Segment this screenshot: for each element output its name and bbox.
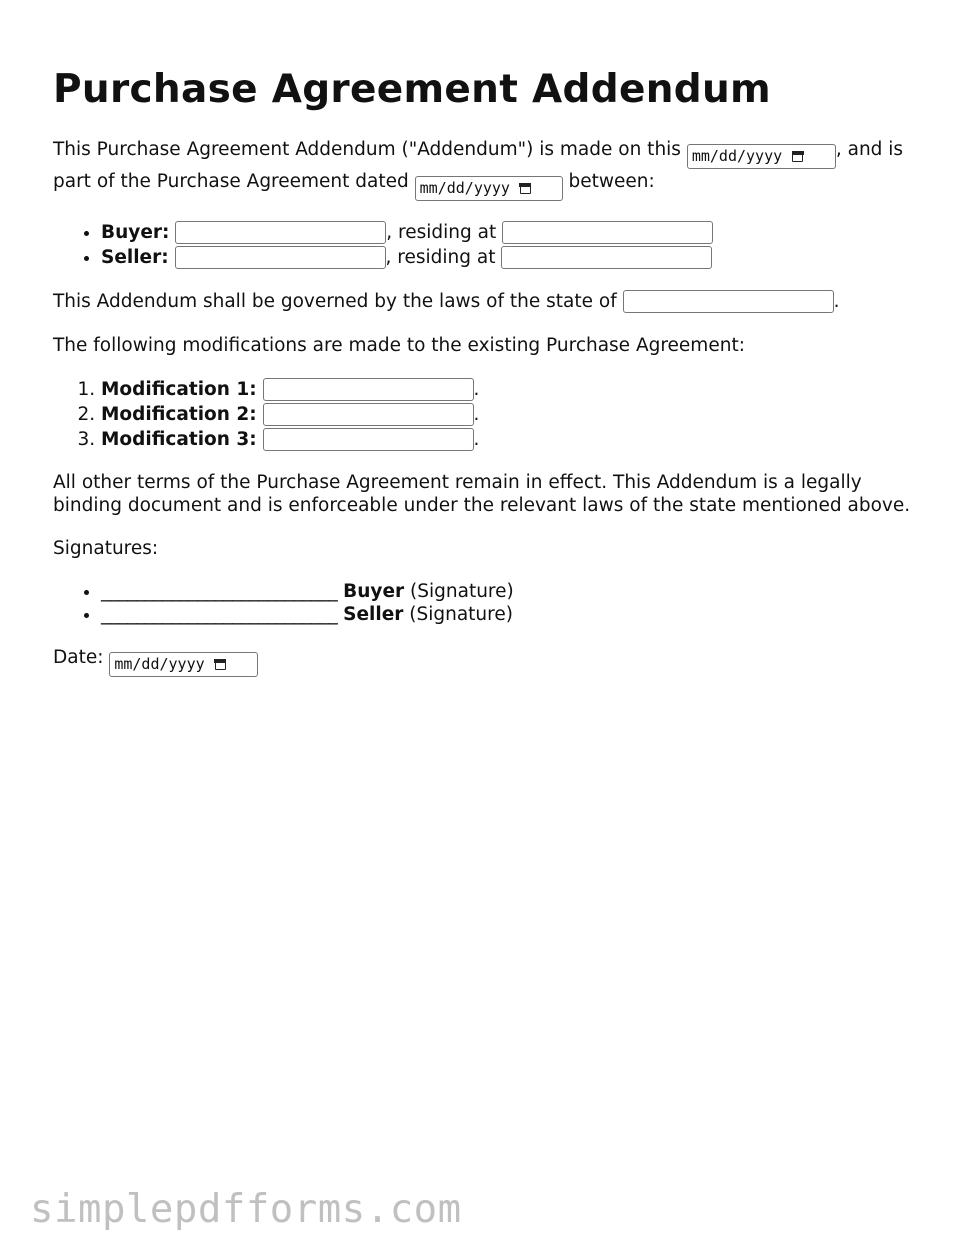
buyer-signature-role: Buyer — [343, 581, 405, 602]
calendar-icon[interactable] — [215, 659, 226, 670]
agreement-date-input[interactable] — [415, 176, 563, 201]
document-page — [53, 66, 913, 696]
buyer-signature-note: (Signature) — [410, 581, 514, 602]
modification-item — [101, 377, 913, 402]
party-item-buyer — [101, 220, 913, 245]
modification-1-label: Modification 1: — [101, 379, 257, 400]
date-label: Date: — [53, 647, 104, 668]
modification-3-suffix: . — [473, 429, 480, 450]
intro-text-before: This Purchase Agreement Addendum ("Addendum") is made on this — [53, 139, 681, 160]
modification-2-suffix: . — [473, 404, 480, 425]
seller-signature-role: Seller — [343, 604, 404, 625]
seller-label: Seller: — [101, 247, 169, 268]
closing-paragraph: All other terms of the Purchase Agreement remain in effect. This Addendum is a legally binding document and is enforceable under the relevant laws of the state mentioned above. — [53, 472, 911, 516]
state-input[interactable] — [623, 290, 834, 313]
governing-law-paragraph — [53, 289, 913, 314]
signatures-heading: Signatures: — [53, 538, 159, 559]
parties-list — [53, 220, 913, 270]
buyer-residing-text: , residing at — [386, 222, 497, 243]
seller-signature-note: (Signature) — [409, 604, 513, 625]
modification-2-input[interactable] — [263, 403, 474, 426]
buyer-name-input[interactable] — [175, 221, 386, 244]
intro-text-middle: , and is part of the Purchase Agreement dated — [53, 139, 904, 192]
date-row — [53, 645, 913, 677]
modification-1-input[interactable] — [263, 378, 474, 401]
seller-residing-text: , residing at — [385, 247, 496, 268]
governing-law-text: This Addendum shall be governed by the laws of the state of — [53, 291, 617, 312]
addendum-date-placeholder: mm/dd/yyyy — [691, 147, 783, 165]
modification-item — [101, 427, 913, 452]
signature-date-input[interactable] — [109, 652, 258, 677]
calendar-icon[interactable] — [792, 151, 803, 162]
addendum-date-input[interactable] — [687, 144, 836, 169]
calendar-icon[interactable] — [520, 183, 531, 194]
seller-signature-line: ___________________________ — [101, 604, 338, 625]
intro-text-after: between: — [568, 171, 655, 192]
modification-2-label: Modification 2: — [101, 404, 257, 425]
modification-1-suffix: . — [473, 379, 480, 400]
party-item-seller — [101, 245, 913, 270]
signature-item-seller — [101, 603, 913, 626]
intro-paragraph — [53, 137, 913, 201]
buyer-address-input[interactable] — [502, 221, 713, 244]
governing-law-suffix: . — [833, 291, 840, 312]
modifications-intro: The following modifications are made to the existing Purchase Agreement: — [53, 335, 745, 356]
modifications-list — [53, 377, 913, 452]
page-title: Purchase Agreement Addendum — [53, 67, 771, 112]
seller-address-input[interactable] — [501, 246, 712, 269]
modification-3-input[interactable] — [263, 428, 474, 451]
buyer-label: Buyer: — [101, 222, 170, 243]
modification-item — [101, 402, 913, 427]
watermark: simplepdfforms.com — [30, 1187, 462, 1232]
signature-item-buyer — [101, 580, 913, 603]
signatures-list — [53, 580, 913, 626]
modification-3-label: Modification 3: — [101, 429, 257, 450]
agreement-date-placeholder: mm/dd/yyyy — [419, 179, 510, 197]
seller-name-input[interactable] — [175, 246, 386, 269]
signature-date-placeholder: mm/dd/yyyy — [114, 655, 205, 673]
buyer-signature-line: ___________________________ — [101, 581, 338, 602]
